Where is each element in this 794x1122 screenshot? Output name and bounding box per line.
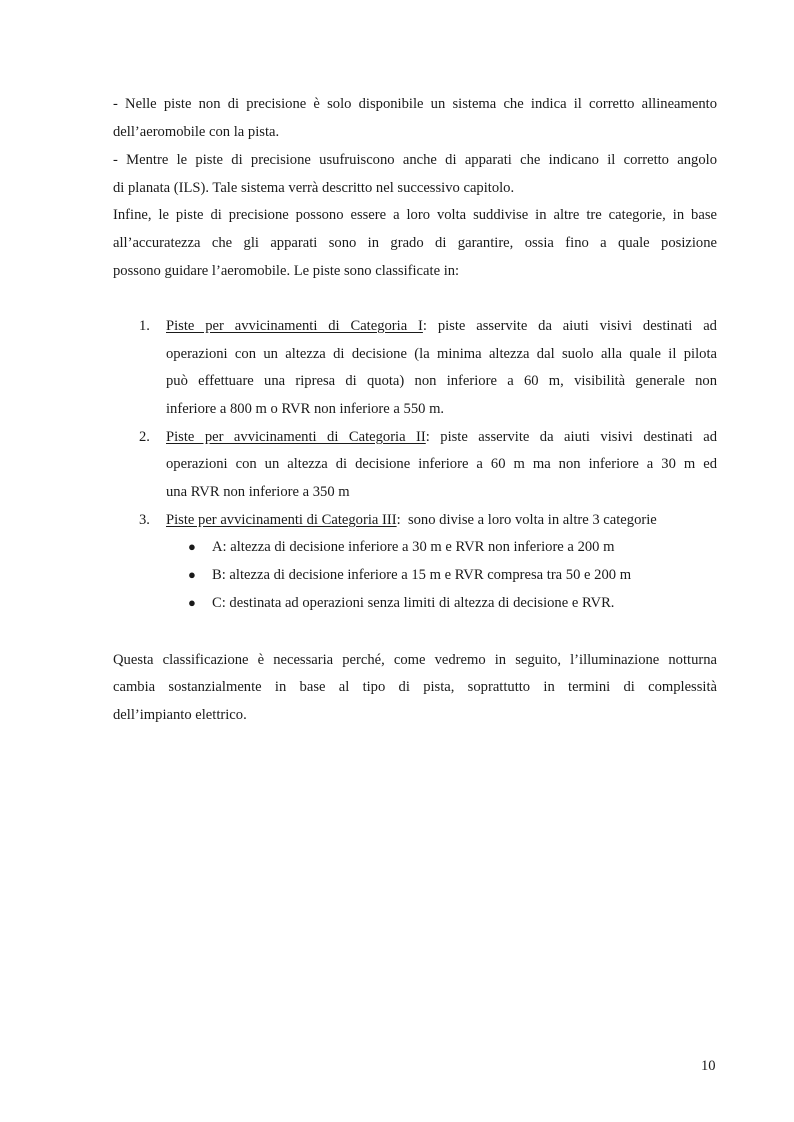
- bullet-icon: ●: [188, 567, 196, 582]
- category-text: : sono divise a loro volta in altre 3 categorie: [396, 512, 657, 528]
- bullet-item: A: altezza di decisione inferiore a 30 m e RVR non inferiore a 200 m: [212, 539, 615, 555]
- list-item-line: [166, 510, 657, 530]
- list-item-line: [166, 316, 717, 336]
- list-number: 1.: [139, 318, 150, 334]
- paragraph-line: possono guidare l’aeromobile. Le piste sono classificate in:: [113, 263, 460, 279]
- bullet-icon: ●: [188, 539, 196, 554]
- category-title: Piste per avvicinamenti di Categoria III: [166, 512, 397, 528]
- page-number: 10: [701, 1058, 716, 1074]
- list-item-line: operazioni con un altezza di decisione inferiore a 60 m ma non inferiore a 30 m ed: [166, 456, 717, 472]
- paragraph-line: Infine, le piste di precisione possono essere a loro volta suddivise in altre tre categorie, in base: [113, 207, 717, 223]
- category-title: Piste per avvicinamenti di Categoria II: [166, 429, 426, 445]
- list-item-line: può effettuare una ripresa di quota) non inferiore a 60 m, visibilità generale non: [166, 373, 717, 389]
- paragraph-line: all’accuratezza che gli apparati sono in grado di garantire, ossia fino a quale posizione: [113, 235, 717, 251]
- list-item-line: [166, 427, 717, 447]
- category-text: : piste asservite da aiuti visivi destinati ad: [425, 429, 717, 445]
- category-text: : piste asservite da aiuti visivi destinati ad: [422, 318, 717, 334]
- bullet-icon: ●: [188, 595, 196, 610]
- list-item-line: inferiore a 800 m o RVR non inferiore a 550 m.: [166, 401, 445, 417]
- bullet-item: B: altezza di decisione inferiore a 15 m e RVR compresa tra 50 e 200 m: [212, 567, 632, 583]
- paragraph-line: Questa classificazione è necessaria perché, come vedremo in seguito, l’illuminazione notturna: [113, 652, 717, 668]
- list-item-line: una RVR non inferiore a 350 m: [166, 484, 350, 500]
- paragraph-line: di planata (ILS). Tale sistema verrà descritto nel successivo capitolo.: [113, 180, 515, 196]
- paragraph-line: - Nelle piste non di precisione è solo disponibile un sistema che indica il corretto allineamento: [113, 96, 717, 112]
- list-number: 2.: [139, 429, 150, 445]
- bullet-item: C: destinata ad operazioni senza limiti di altezza di decisione e RVR.: [212, 595, 615, 611]
- paragraph-line: dell’aeromobile con la pista.: [113, 124, 280, 140]
- paragraph-line: dell’impianto elettrico.: [113, 707, 247, 723]
- list-number: 3.: [139, 512, 150, 528]
- list-item-line: operazioni con un altezza di decisione (la minima altezza dal suolo alla quale il pilota: [166, 346, 717, 362]
- paragraph-line: cambia sostanzialmente in base al tipo di pista, soprattutto in termini di complessità: [113, 679, 717, 695]
- paragraph-line: - Mentre le piste di precisione usufruiscono anche di apparati che indicano il corretto angolo: [113, 152, 717, 168]
- category-title: Piste per avvicinamenti di Categoria I: [166, 318, 423, 334]
